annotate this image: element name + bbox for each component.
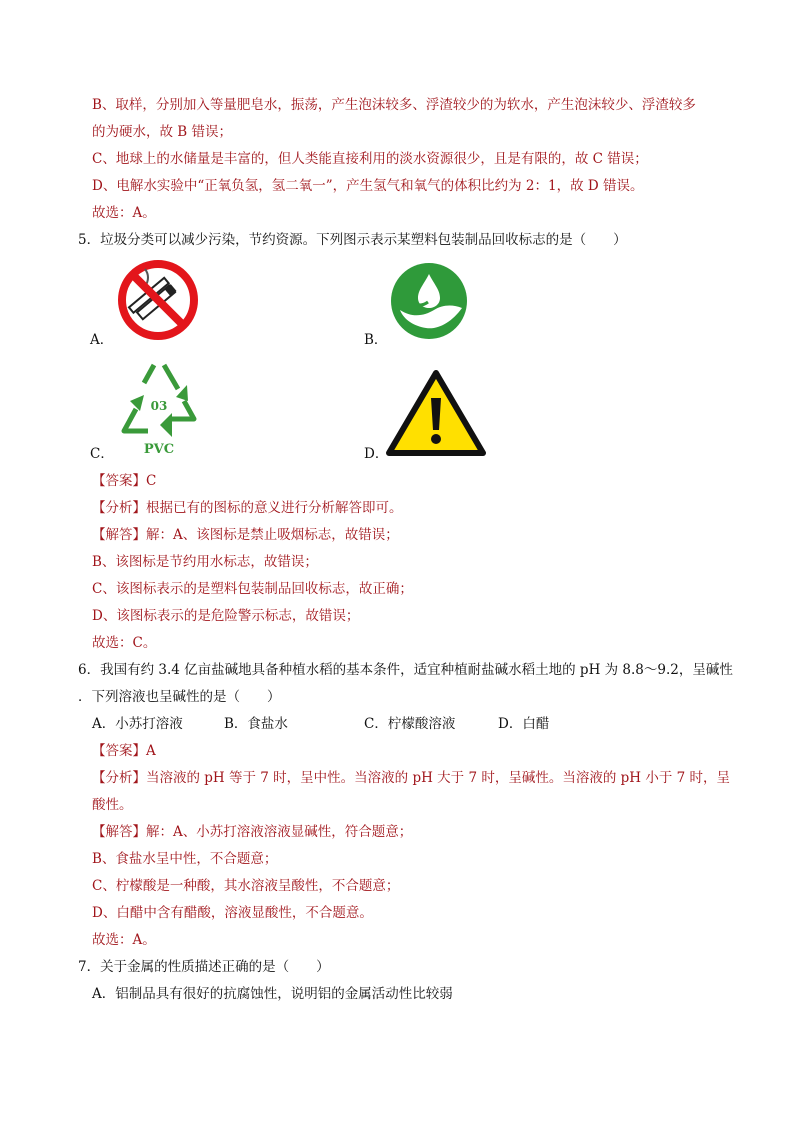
warning-icon <box>386 370 486 456</box>
answer-6: 【答案】A <box>92 743 156 759</box>
question-7: 7．关于金属的性质描述正确的是（ ） <box>78 959 330 975</box>
question-6: 6．我国有约 3.4 亿亩盐碱地具备种植水稻的基本条件，适宜种植耐盐碱水稻土地的 pH 为 8.8～9.2，呈碱性 <box>78 662 733 678</box>
text-line: 故选：A。 <box>92 205 156 221</box>
option-7a: A．铝制品具有很好的抗腐蚀性，说明铝的金属活动性比较弱 <box>92 986 453 1002</box>
option-6c: C．柠檬酸溶液 <box>364 716 456 732</box>
answer-5: 【答案】C <box>92 473 157 489</box>
no-smoking-icon <box>117 259 199 341</box>
select-6: 故选：A。 <box>92 932 156 948</box>
text-line: C、地球上的水储量是丰富的，但人类能直接利用的淡水资源很少，且是有限的，故 C 错误； <box>92 151 648 167</box>
solution-5-d: D、该图标表示的是危险警示标志，故错误； <box>92 608 360 624</box>
pvc-number: 03 <box>150 399 168 413</box>
analysis-6-cont: 酸性。 <box>92 797 133 813</box>
solution-6-b: B、食盐水呈中性，不合题意； <box>92 851 278 867</box>
option-c-label: C． <box>90 446 114 462</box>
text-line: 的为硬水，故 B 错误； <box>92 124 233 140</box>
option-6b: B．食盐水 <box>224 716 288 732</box>
option-a-label: A． <box>90 332 114 348</box>
question-6-cont: ．下列溶液也呈碱性的是（ ） <box>78 689 281 705</box>
analysis-5: 【分析】根据已有的图标的意义进行分析解答即可。 <box>92 500 403 516</box>
solution-5: 【解答】解：A、该图标是禁止吸烟标志，故错误； <box>92 527 399 543</box>
option-6d: D．白醋 <box>498 716 550 732</box>
option-b-label: B． <box>364 332 388 348</box>
select-5: 故选：C。 <box>92 635 157 651</box>
text-line: D、电解水实验中“正氧负氢，氢二氧一”，产生氢气和氧气的体积比约为 2：1，故 D 错误。 <box>92 178 644 194</box>
question-5: 5．垃圾分类可以减少污染，节约资源。下列图示表示某塑料包装制品回收标志的是（ ） <box>78 232 627 248</box>
pvc-label: PVC <box>143 442 175 457</box>
option-6a: A．小苏打溶液 <box>92 716 183 732</box>
pvc-recycle-icon <box>114 357 204 457</box>
solution-5-c: C、该图标表示的是塑料包装制品回收标志，故正确； <box>92 581 413 597</box>
water-saving-icon <box>390 262 468 340</box>
solution-6-c: C、柠檬酸是一种酸，其水溶液呈酸性，不合题意； <box>92 878 400 894</box>
solution-6-d: D、白醋中含有醋酸，溶液显酸性，不合题意。 <box>92 905 373 921</box>
text-line: B、取样，分别加入等量肥皂水，振荡，产生泡沫较多、浮渣较少的为软水，产生泡沫较少、浮渣较多 <box>92 97 696 113</box>
solution-5-b: B、该图标是节约用水标志，故错误； <box>92 554 318 570</box>
solution-6: 【解答】解：A、小苏打溶液溶液显碱性，符合题意； <box>92 824 413 840</box>
option-d-label: D． <box>364 446 389 462</box>
analysis-6: 【分析】当溶液的 pH 等于 7 时，呈中性。当溶液的 pH 大于 7 时，呈碱性。当溶液的 pH 小于 7 时，呈 <box>92 770 731 786</box>
